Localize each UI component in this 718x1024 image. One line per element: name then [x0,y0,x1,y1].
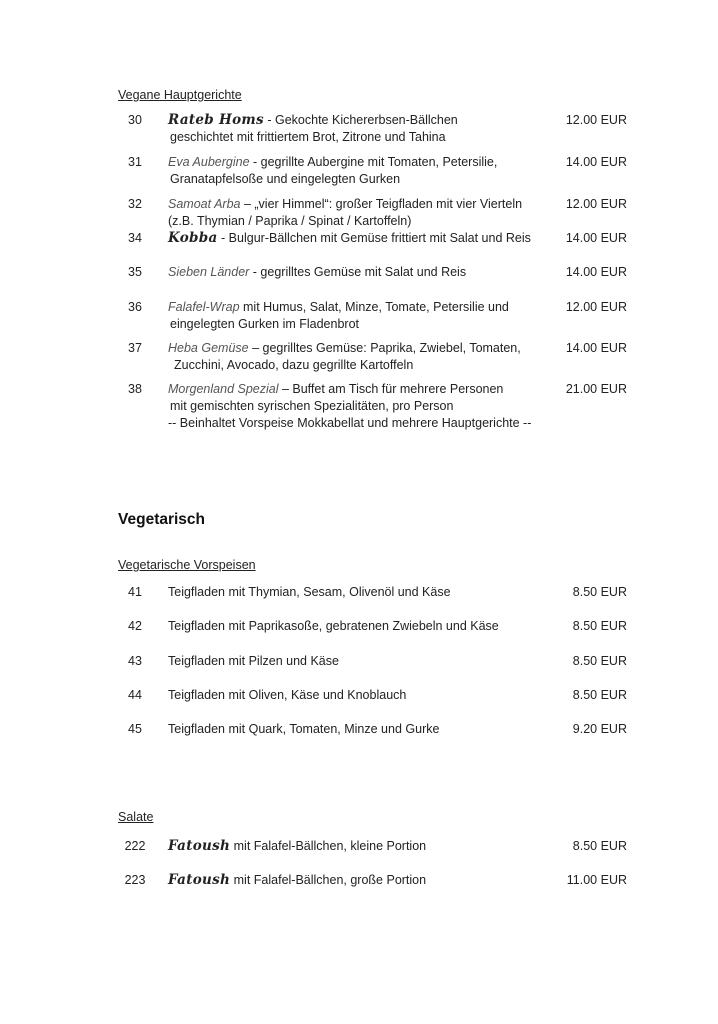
item-name: Sieben Länder [168,265,250,279]
item-text-line2: mit gemischten syrischen Spezialitäten, pro Person [170,399,454,413]
item-description [168,196,548,230]
item-text-line2: (z.B. Thymian / Paprika / Spinat / Kartoffeln) [168,214,412,228]
item-text-line2: Granatapfelsoße und eingelegten Gurken [170,172,401,186]
item-description: Teigfladen mit Thymian, Sesam, Olivenöl und Käse [168,585,451,599]
item-text: mit Falafel-Bällchen, kleine Portion [230,839,427,853]
item-name: Kobba [168,230,218,246]
item-description: Teigfladen mit Pilzen und Käse [168,654,339,668]
item-price: 8.50 EUR [572,654,627,668]
item-number: 43 [128,654,142,668]
item-number: 37 [128,341,142,355]
item-number: 31 [128,155,142,169]
item-text-line3: -- Beinhaltet Vorspeise Mokkabellat und mehrere Hauptgerichte -- [168,416,532,430]
item-price: 14.00 EUR [565,231,627,245]
item-price: 9.20 EUR [572,722,627,736]
item-number: 32 [128,197,142,211]
item-price: 11.00 EUR [566,873,627,887]
item-price: 12.00 EUR [565,300,627,314]
item-name: Fatoush [168,872,231,888]
item-number: 34 [128,231,142,245]
item-number: 223 [124,873,146,887]
item-text: mit Humus, Salat, Minze, Tomate, Petersilie und [239,300,509,314]
salads-heading: Salate [118,810,154,824]
item-description [168,340,548,374]
item-number: 42 [128,619,142,633]
item-text: – Buffet am Tisch für mehrere Personen [278,382,504,396]
item-number: 45 [128,722,142,736]
item-description: Teigfladen mit Oliven, Käse und Knoblauch [168,688,407,702]
item-description [168,381,558,432]
vegan-heading: Vegane Hauptgerichte [118,88,242,102]
item-price: 14.00 EUR [565,265,627,279]
item-name: Morgenland Spezial [168,382,279,396]
item-name: Samoat Arba [168,197,241,211]
item-price: 12.00 EUR [565,113,627,127]
item-price: 14.00 EUR [565,155,627,169]
item-name: Eva Aubergine [168,155,250,169]
item-text-line2: geschichtet mit frittiertem Brot, Zitrone und Tahina [170,130,446,144]
item-text: - gegrillte Aubergine mit Tomaten, Petersilie, [249,155,498,169]
item-price: 8.50 EUR [572,619,627,633]
item-description: Teigfladen mit Paprikasoße, gebratenen Zwiebeln und Käse [168,619,499,633]
item-number: 38 [128,382,142,396]
item-price: 14.00 EUR [565,341,627,355]
item-text-line2: eingelegten Gurken im Fladenbrot [170,317,360,331]
item-price: 8.50 EUR [572,839,627,853]
item-description [168,872,548,889]
section-title-vegetarisch: Vegetarisch [118,511,206,528]
item-description [168,112,548,146]
item-description [168,154,548,188]
item-text: - gegrilltes Gemüse mit Salat und Reis [249,265,467,279]
item-text: mit Falafel-Bällchen, große Portion [230,873,427,887]
item-description [168,838,548,855]
item-text: - Gekochte Kichererbsen-Bällchen [263,113,458,127]
item-description [168,264,548,281]
item-price: 8.50 EUR [572,688,627,702]
item-name: Rateb Homs [168,112,264,128]
item-description [168,230,568,247]
item-number: 222 [124,839,146,853]
item-price: 21.00 EUR [565,382,627,396]
item-text: – „vier Himmel“: großer Teigfladen mit vier Vierteln [240,197,523,211]
item-text: - Bulgur-Bällchen mit Gemüse frittiert mit Salat und Reis [217,231,531,245]
item-text-line2: Zucchini, Avocado, dazu gegrillte Kartoffeln [174,358,414,372]
item-number: 36 [128,300,142,314]
item-number: 35 [128,265,142,279]
item-text: – gegrilltes Gemüse: Paprika, Zwiebel, Tomaten, [248,341,521,355]
item-number: 30 [128,113,142,127]
item-number: 41 [128,585,142,599]
item-price: 8.50 EUR [572,585,627,599]
item-number: 44 [128,688,142,702]
item-price: 12.00 EUR [565,197,627,211]
item-description [168,299,548,333]
item-description: Teigfladen mit Quark, Tomaten, Minze und Gurke [168,722,440,736]
item-name: Heba Gemüse [168,341,249,355]
item-name: Falafel-Wrap [168,300,240,314]
vegetarian-starters-heading: Vegetarische Vorspeisen [118,558,256,572]
item-name: Fatoush [168,838,231,854]
